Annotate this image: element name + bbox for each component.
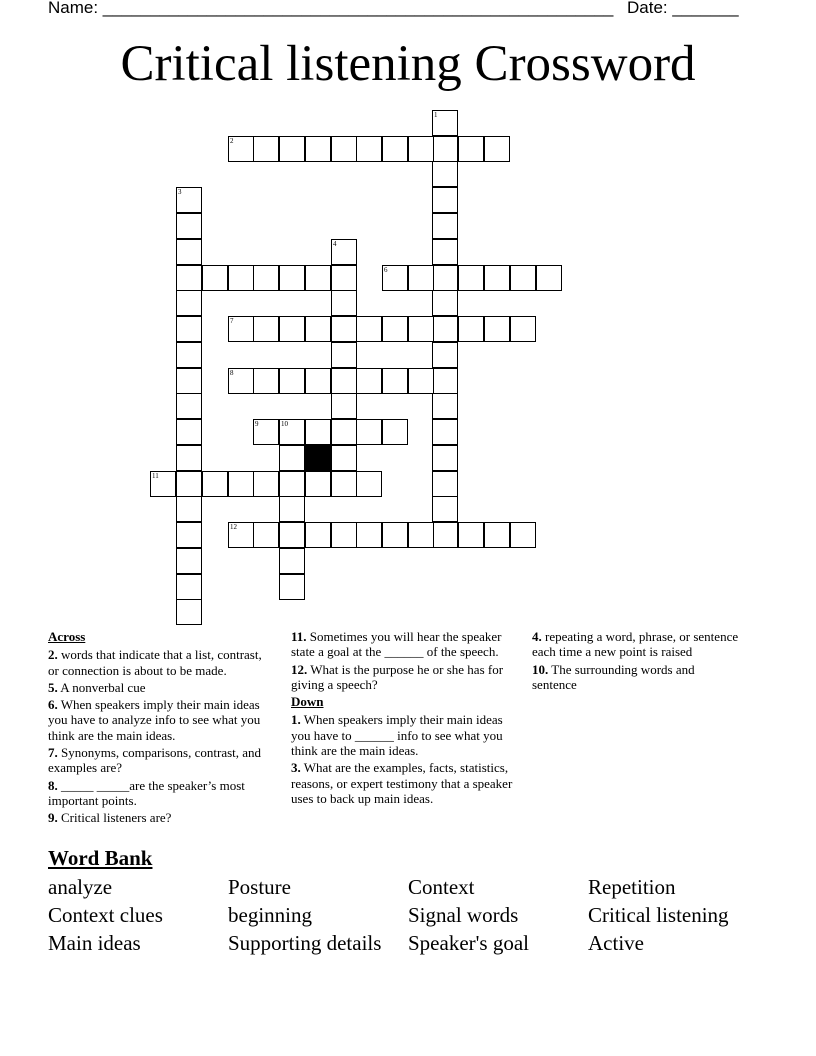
crossword-cell[interactable] <box>331 265 357 291</box>
crossword-cell[interactable] <box>305 316 331 342</box>
crossword-cell[interactable] <box>432 496 458 522</box>
crossword-cell[interactable] <box>253 136 279 162</box>
crossword-cell[interactable] <box>228 471 254 497</box>
clue-number: 10 <box>281 420 288 428</box>
crossword-cell[interactable] <box>432 213 458 239</box>
crossword-cell[interactable] <box>176 393 202 419</box>
crossword-cell[interactable] <box>279 368 305 394</box>
crossword-cell[interactable] <box>228 316 254 342</box>
clue-number: 1 <box>434 111 438 119</box>
crossword-cell[interactable] <box>305 265 331 291</box>
crossword-cell[interactable] <box>305 136 331 162</box>
crossword-cell[interactable] <box>458 265 484 291</box>
crossword-cell[interactable] <box>331 290 357 316</box>
crossword-cell[interactable] <box>279 548 305 574</box>
clue-number: 12 <box>230 523 237 531</box>
crossword-cell[interactable] <box>202 471 228 497</box>
crossword-cell[interactable] <box>253 316 279 342</box>
crossword-cell[interactable] <box>279 471 305 497</box>
crossword-cell[interactable] <box>458 316 484 342</box>
crossword-cell[interactable] <box>356 368 382 394</box>
crossword-cell[interactable] <box>432 136 458 162</box>
crossword-cell[interactable] <box>279 522 305 548</box>
across-heading: Across <box>48 629 86 644</box>
crossword-cell[interactable] <box>305 471 331 497</box>
crossword-cell[interactable] <box>408 265 434 291</box>
crossword-cell[interactable] <box>408 136 434 162</box>
crossword-cell[interactable] <box>432 342 458 368</box>
clue-number: 9 <box>255 420 259 428</box>
word-bank-title: Word Bank <box>48 846 153 870</box>
crossword-cell[interactable] <box>176 290 202 316</box>
clue-across-7: 7. Synonyms, comparisons, contrast, and examples are? <box>48 745 262 776</box>
crossword-cell[interactable] <box>484 522 510 548</box>
crossword-cell[interactable] <box>253 265 279 291</box>
crossword-cell[interactable] <box>228 368 254 394</box>
crossword-cell[interactable] <box>176 599 202 625</box>
crossword-cell[interactable] <box>432 161 458 187</box>
down-heading: Down <box>291 694 324 710</box>
clue-across-8: 8. _____ _____are the speaker’s most important points. <box>48 777 245 808</box>
crossword-cell[interactable] <box>382 522 408 548</box>
clue-across-6: 6. When speakers imply their main ideas you have to analyze info to see what you think are the main ideas. <box>48 697 261 743</box>
crossword-cell[interactable] <box>176 419 202 445</box>
crossword-cell[interactable] <box>176 316 202 342</box>
crossword-cell[interactable] <box>331 316 357 342</box>
crossword-cell[interactable] <box>484 136 510 162</box>
crossword-cell[interactable] <box>176 265 202 291</box>
clue-down-1: 1. When speakers imply their main ideas you have to ______ info to see what you think are the main ideas. <box>291 712 503 759</box>
crossword-cell[interactable] <box>432 419 458 445</box>
clue-down-3: 3. What are the examples, facts, statistics, reasons, or expert testimony that a speaker uses to back up main ideas. <box>291 760 513 806</box>
crossword-cell[interactable] <box>408 316 434 342</box>
clue-across-2: 2. words that indicate that a list, contrast, or connection is about to be made. <box>48 647 262 678</box>
clue-down-4: 4. repeating a word, phrase, or sentence each time a new point is raised <box>532 629 739 660</box>
crossword-cell[interactable] <box>536 265 562 291</box>
crossword-cell[interactable] <box>331 136 357 162</box>
crossword-cell[interactable] <box>176 213 202 239</box>
word-bank-item: Posture <box>228 875 291 899</box>
crossword-cell[interactable] <box>331 471 357 497</box>
clue-number: 3 <box>178 188 182 196</box>
word-bank-item: Context clues <box>48 903 163 927</box>
crossword-cell[interactable] <box>176 496 202 522</box>
crossword-cell[interactable] <box>305 368 331 394</box>
crossword-cell[interactable] <box>356 136 382 162</box>
crossword-cell[interactable] <box>382 136 408 162</box>
word-bank-item: Critical listening <box>588 903 729 927</box>
crossword-cell[interactable] <box>432 471 458 497</box>
crossword-cell[interactable] <box>305 419 331 445</box>
crossword-cell[interactable] <box>356 316 382 342</box>
crossword-cell[interactable] <box>382 265 408 291</box>
crossword-cell[interactable] <box>202 265 228 291</box>
clues-across-column <box>48 629 274 828</box>
crossword-cell[interactable] <box>484 265 510 291</box>
crossword-cell[interactable] <box>279 265 305 291</box>
crossword-cell[interactable] <box>279 419 305 445</box>
crossword-cell[interactable] <box>331 342 357 368</box>
crossword-cell[interactable] <box>510 316 536 342</box>
crossword-cell[interactable] <box>331 239 357 265</box>
clue-across-11: 11. Sometimes you will hear the speaker state a goal at the ______ of the speech. <box>291 629 502 660</box>
word-bank-item: Signal words <box>408 903 519 927</box>
word-bank-item: Main ideas <box>48 931 141 955</box>
clue-number: 8 <box>230 369 234 377</box>
clue-across-5: 5. A nonverbal cue <box>48 679 146 695</box>
crossword-cell[interactable] <box>382 419 408 445</box>
crossword-cell[interactable] <box>279 136 305 162</box>
crossword-cell[interactable] <box>408 368 434 394</box>
crossword-cell[interactable] <box>176 342 202 368</box>
clue-number: 6 <box>384 266 388 274</box>
crossword-cell[interactable] <box>432 290 458 316</box>
crossword-cell[interactable] <box>331 368 357 394</box>
crossword-cell[interactable] <box>176 471 202 497</box>
crossword-cell[interactable] <box>510 265 536 291</box>
word-bank-item: Context <box>408 875 475 899</box>
crossword-cell[interactable] <box>176 522 202 548</box>
crossword-cell[interactable] <box>150 471 176 497</box>
crossword-cell[interactable] <box>253 419 279 445</box>
crossword-cell[interactable] <box>432 265 458 291</box>
clue-across-12: 12. What is the purpose he or she has for giving a speech? <box>291 661 504 692</box>
word-bank-item: Speaker's goal <box>408 931 529 955</box>
crossword-cell[interactable] <box>432 187 458 213</box>
crossword-cell[interactable] <box>228 522 254 548</box>
page-title: Critical listening Crossword <box>120 36 696 92</box>
crossword-cell[interactable] <box>176 187 202 213</box>
crossword-cell[interactable] <box>432 239 458 265</box>
word-bank-item: Supporting details <box>228 931 382 955</box>
black-cell <box>305 445 331 471</box>
name-field-label: Name: ______________________________________________________ <box>48 0 614 17</box>
crossword-cell[interactable] <box>253 471 279 497</box>
crossword-cell[interactable] <box>176 239 202 265</box>
crossword-cell[interactable] <box>382 316 408 342</box>
crossword-cell[interactable] <box>176 445 202 471</box>
crossword-cell[interactable] <box>458 522 484 548</box>
crossword-cell[interactable] <box>253 522 279 548</box>
date-field-label: Date: _______ <box>627 0 739 17</box>
word-bank-item: Repetition <box>588 875 676 899</box>
clues-down-column <box>532 629 742 694</box>
crossword-cell[interactable] <box>228 136 254 162</box>
crossword-cell[interactable] <box>279 574 305 600</box>
crossword-cell[interactable] <box>356 522 382 548</box>
crossword-cell[interactable] <box>279 445 305 471</box>
clue-down-10: 10. The surrounding words and sentence <box>532 661 695 692</box>
crossword-cell[interactable] <box>176 574 202 600</box>
clue-number: 7 <box>230 317 234 325</box>
clue-number: 4 <box>333 240 337 248</box>
crossword-cell[interactable] <box>331 445 357 471</box>
crossword-cell[interactable] <box>408 522 434 548</box>
crossword-cell[interactable] <box>356 471 382 497</box>
word-bank-item: Active <box>588 931 644 955</box>
crossword-cell[interactable] <box>331 393 357 419</box>
crossword-cell[interactable] <box>176 548 202 574</box>
word-bank-item: analyze <box>48 875 113 899</box>
crossword-cell[interactable] <box>432 393 458 419</box>
crossword-cell[interactable] <box>305 522 331 548</box>
crossword-cell[interactable] <box>331 419 357 445</box>
clue-number: 11 <box>152 472 159 480</box>
clues-middle-column <box>291 629 519 808</box>
crossword-cell[interactable] <box>484 316 510 342</box>
crossword-cell[interactable] <box>432 445 458 471</box>
clue-number: 2 <box>230 137 234 145</box>
crossword-cell[interactable] <box>279 496 305 522</box>
crossword-cell[interactable] <box>176 368 202 394</box>
crossword-cell[interactable] <box>510 522 536 548</box>
word-bank-item: beginning <box>228 903 312 927</box>
crossword-cell[interactable] <box>331 522 357 548</box>
crossword-cell[interactable] <box>432 316 458 342</box>
crossword-cell[interactable] <box>279 316 305 342</box>
crossword-cell[interactable] <box>228 265 254 291</box>
crossword-cell[interactable] <box>432 522 458 548</box>
crossword-cell[interactable] <box>253 368 279 394</box>
crossword-cell[interactable] <box>382 368 408 394</box>
crossword-cell[interactable] <box>458 136 484 162</box>
clue-across-9: 9. Critical listeners are? <box>48 810 172 826</box>
crossword-cell[interactable] <box>432 110 458 136</box>
crossword-cell[interactable] <box>432 368 458 394</box>
crossword-cell[interactable] <box>356 419 382 445</box>
